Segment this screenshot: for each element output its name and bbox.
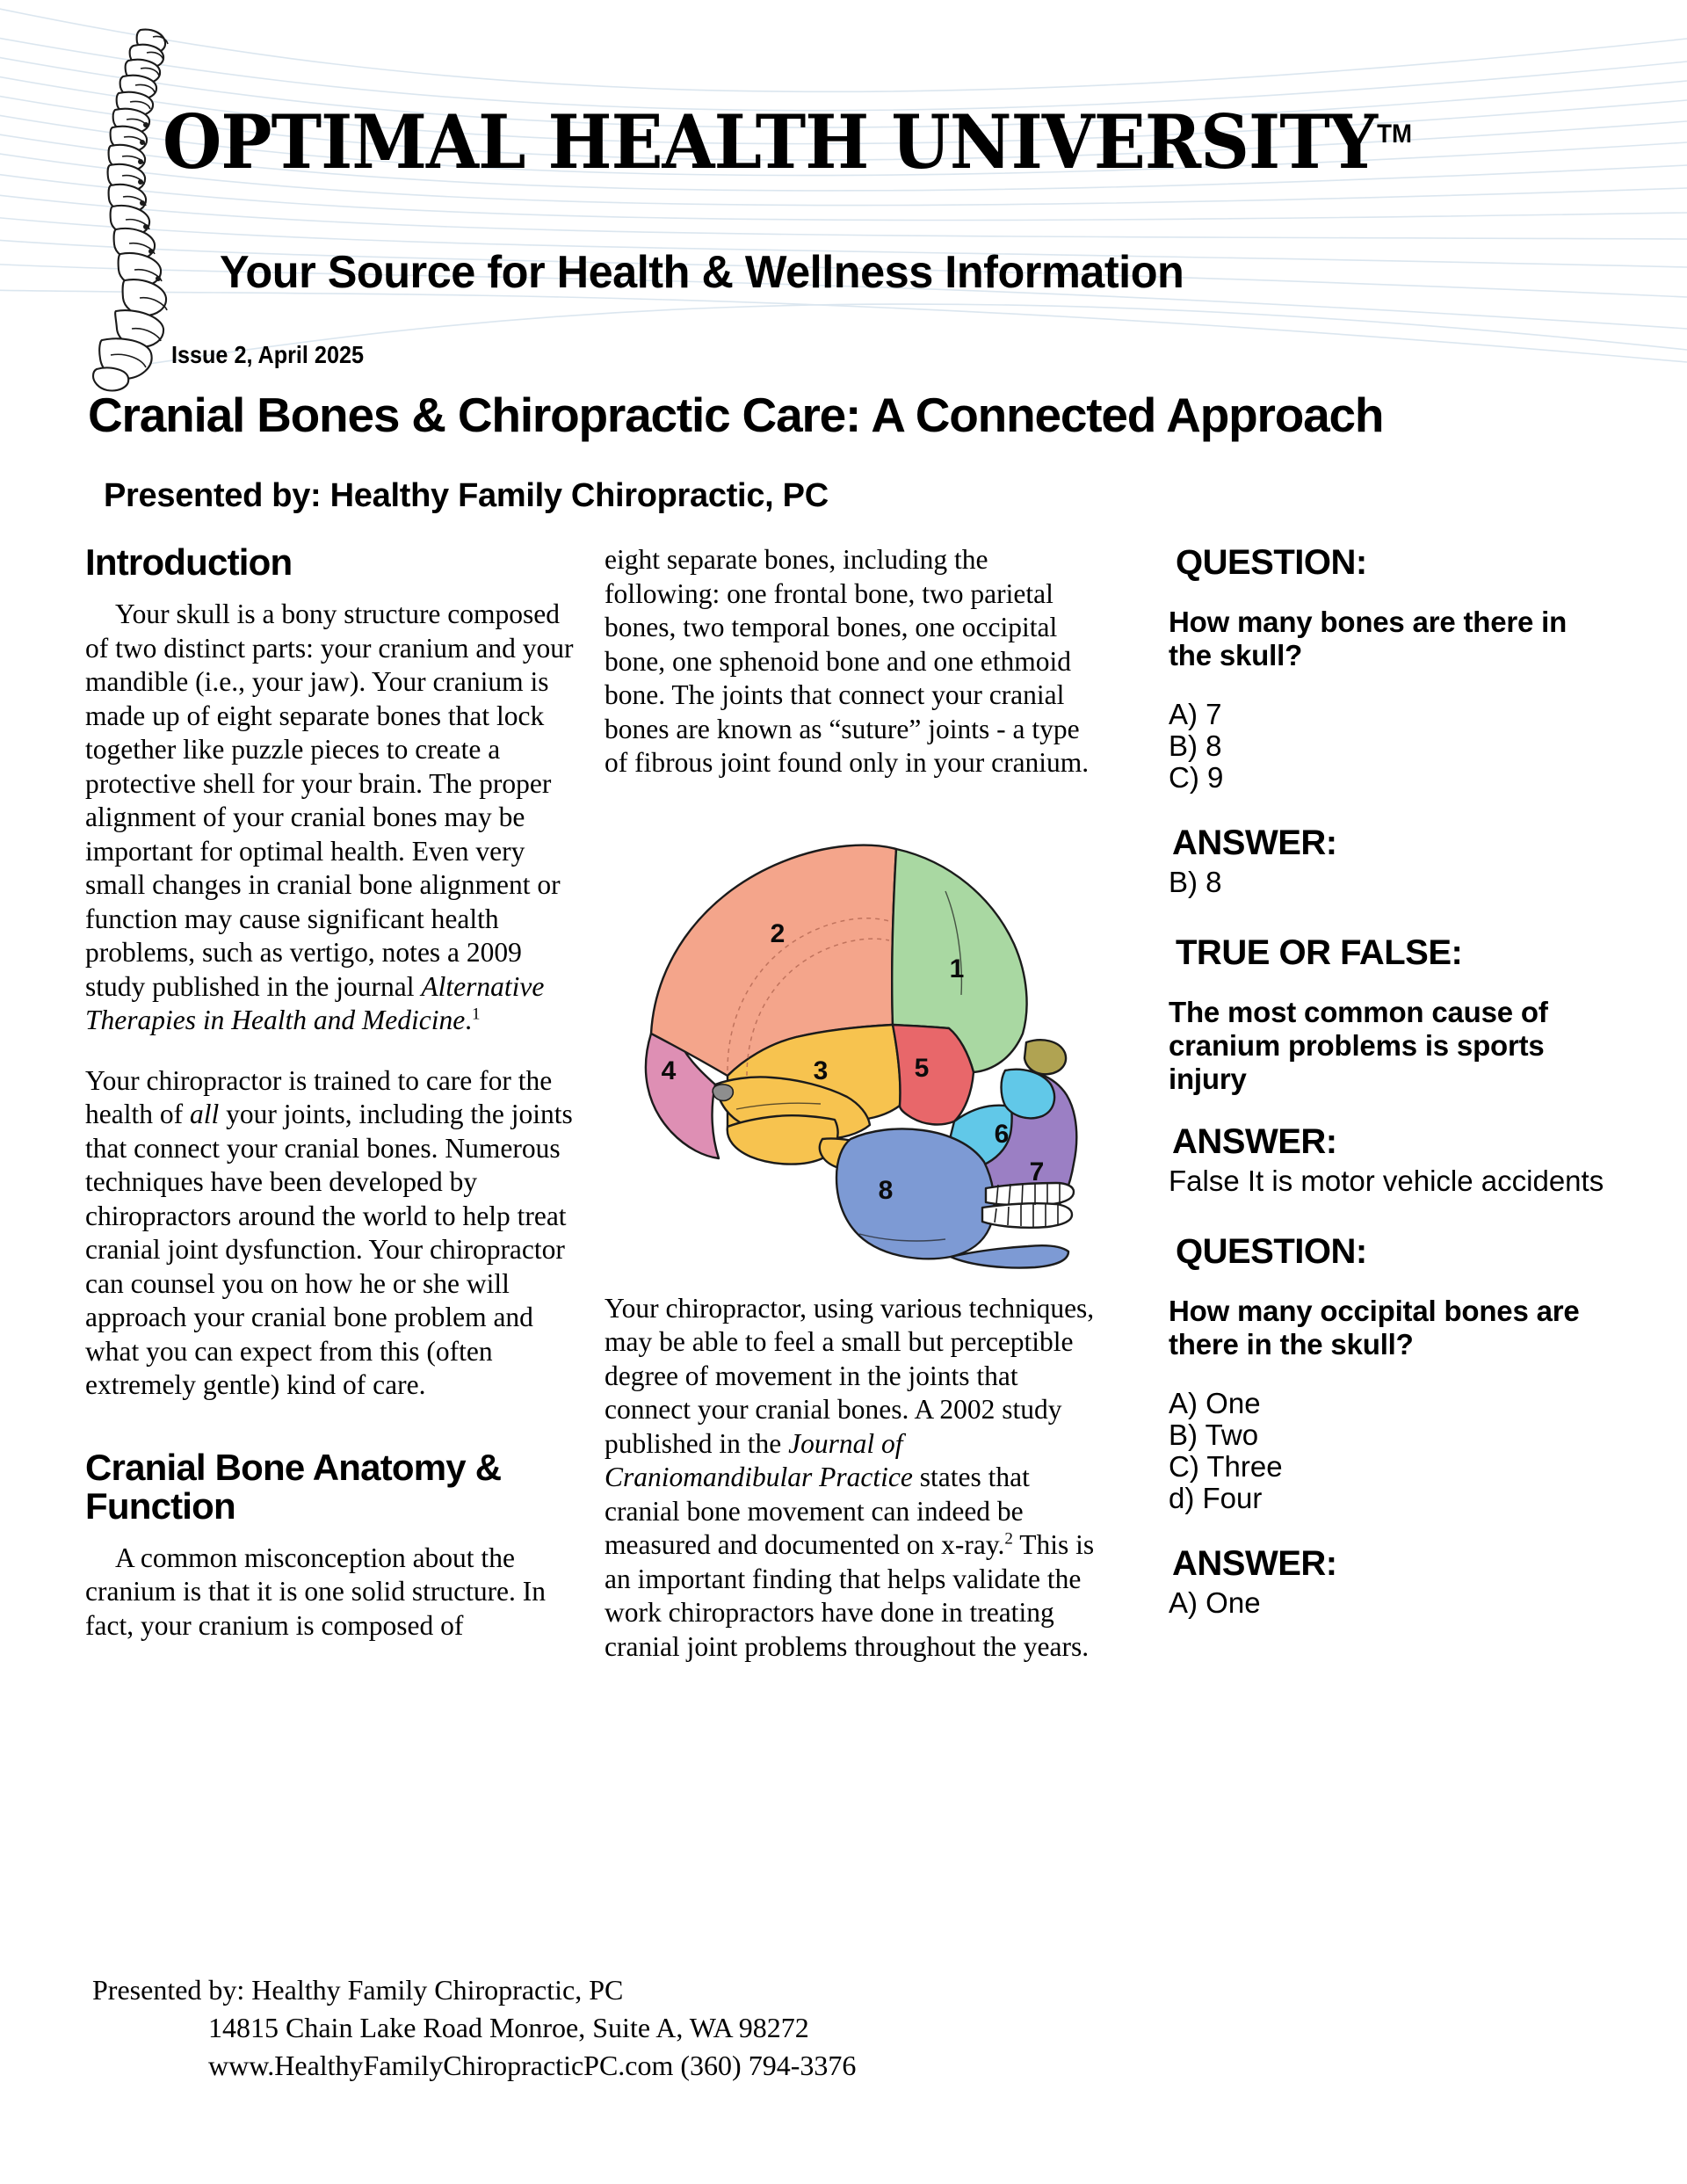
figure-label-7: 7 xyxy=(1029,1157,1045,1186)
quiz-3-heading: QUESTION: xyxy=(1176,1232,1367,1271)
quiz-block-3 xyxy=(1169,1232,1608,1619)
column-middle xyxy=(605,543,1101,1690)
quiz-3-question: How many occipital bones are there in the skull? xyxy=(1169,1295,1580,1360)
quiz-1-answer: B) 8 xyxy=(1169,866,1222,898)
brand-title-text: OPTIMAL HEALTH UNIVERSITY xyxy=(163,98,1378,185)
page-header xyxy=(0,0,1687,395)
wave-background-decoration xyxy=(0,0,1687,378)
quiz-3-answer-heading: ANSWER: xyxy=(1172,1544,1337,1583)
quiz-1-question: How many bones are there in the skull? xyxy=(1169,606,1568,671)
page-title: Cranial Bones & Chiropractic Care: A Connected Approach xyxy=(88,388,1384,442)
figure-label-8: 8 xyxy=(878,1175,894,1205)
section-heading-anatomy: Cranial Bone Anatomy & Function xyxy=(85,1446,502,1527)
quiz-3-option-b[interactable]: B) Two xyxy=(1169,1419,1259,1451)
emphasis-all: all xyxy=(189,1099,220,1130)
quiz-3-options xyxy=(1169,1388,1608,1514)
issue-line: Issue 2, April 2025 xyxy=(171,341,364,368)
footnote-ref-2: 2 xyxy=(1004,1529,1013,1549)
figure-label-2: 2 xyxy=(770,918,786,948)
quiz-2-answer-heading: ANSWER: xyxy=(1172,1122,1337,1161)
quiz-1-answer-heading: ANSWER: xyxy=(1172,824,1337,862)
figure-label-6: 6 xyxy=(994,1119,1010,1149)
section-heading-introduction: Introduction xyxy=(85,541,293,583)
tagline: Your Source for Health & Wellness Information xyxy=(220,247,1184,298)
sidebar-quiz xyxy=(1169,543,1608,1654)
quiz-2-question: The most common cause of cranium problems is sports injury xyxy=(1169,996,1548,1095)
brand-title xyxy=(163,98,1537,185)
quiz-1-heading: QUESTION: xyxy=(1176,543,1367,582)
figure-label-5: 5 xyxy=(914,1053,930,1083)
intro-paragraph-2: Your chiropractor is trained to care for the health of all your joints, including the joints that connect your cranial bones. Numerous techniques have been developed by chiropractors around the world to help treat cranial joint dysfunction. Your chiropractor can counsel you on how he or she will approach your cranial bone problem and what you can expect from this (often extremely gentle) kind of care. xyxy=(85,1064,573,1401)
page-footer xyxy=(92,1971,1586,2085)
footer-address: 14815 Chain Lake Road Monroe, Suite A, WA 98272 xyxy=(208,2012,809,2043)
presented-by-line: Presented by: Healthy Family Chiropractic, PC xyxy=(104,477,829,514)
figure-label-3: 3 xyxy=(813,1056,829,1085)
quiz-3-option-a[interactable]: A) One xyxy=(1169,1387,1261,1419)
journal-name-craniomandibular: Journal of Craniomandibular Practice xyxy=(605,1427,913,1492)
quiz-block-1 xyxy=(1169,543,1608,898)
column-left xyxy=(85,543,577,1669)
intro-paragraph-1: Your skull is a bony structure composed of two distinct parts: your cranium and your mandible (i.e., your jaw). Your cranium is made up of eight separate bones that lock together like puzzle pieces to create a protective shell for your brain. The proper alignment of your cranial bones may be important for optimal health. Even very small changes in cranial bone alignment or function may cause significant health problems, such as vertigo, notes a 2009 study published in the journal Alternative Therapies in Health and Medicine.$^1$ xyxy=(85,599,574,1036)
quiz-3-answer: A) One xyxy=(1169,1586,1261,1619)
trademark-symbol: TM xyxy=(1377,120,1412,149)
footnote-ref-1: 1 xyxy=(472,1005,481,1024)
movement-paragraph: Your chiropractor, using various techniques, may be able to feel a small but perceptible degree of movement in the joints that connect your cranial bones. A 2002 study published in the Journal of Craniomandibular Practice states that cranial bone movement can indeed be measured and documented on x-ray.$^2$ This is an important finding that helps validate the work chiropractors have done in treating cranial joint problems throughout the years. xyxy=(605,1292,1095,1662)
quiz-3-option-c[interactable]: C) Three xyxy=(1169,1450,1283,1483)
quiz-1-option-b[interactable]: B) 8 xyxy=(1169,729,1222,762)
quiz-2-heading: TRUE OR FALSE: xyxy=(1176,933,1463,972)
skull-bones-diagram xyxy=(596,807,1092,1273)
quiz-1-options xyxy=(1169,699,1608,794)
journal-name-alt-therapies: Alternative Therapies in Health and Medicine xyxy=(85,970,545,1036)
anatomy-paragraph-continued: eight separate bones, including the following: one frontal bone, two parietal bones, two temporal bones, one occipital bone, one sphenoid bone and one ethmoid bone. The joints that connect your cranial bones are known as “suture” joints - a type of fibrous joint found only in your cranium. xyxy=(605,544,1090,778)
spine-illustration-icon xyxy=(77,19,200,393)
quiz-block-2 xyxy=(1169,933,1608,1197)
quiz-1-option-a[interactable]: A) 7 xyxy=(1169,698,1222,730)
quiz-3-option-d[interactable]: d) Four xyxy=(1169,1482,1263,1514)
footer-web-phone: www.HealthyFamilyChiropracticPC.com (360) 794-3376 xyxy=(208,2050,857,2081)
figure-label-1: 1 xyxy=(949,954,965,983)
figure-label-4: 4 xyxy=(661,1056,677,1085)
anatomy-paragraph-1: A common misconception about the cranium is that it is one solid structure. In fact, your cranium is composed of xyxy=(85,1542,547,1641)
footer-practice-name: Presented by: Healthy Family Chiropractic, PC xyxy=(92,1974,624,2006)
quiz-1-option-c[interactable]: C) 9 xyxy=(1169,761,1224,794)
quiz-2-answer: False It is motor vehicle accidents xyxy=(1169,1165,1604,1197)
